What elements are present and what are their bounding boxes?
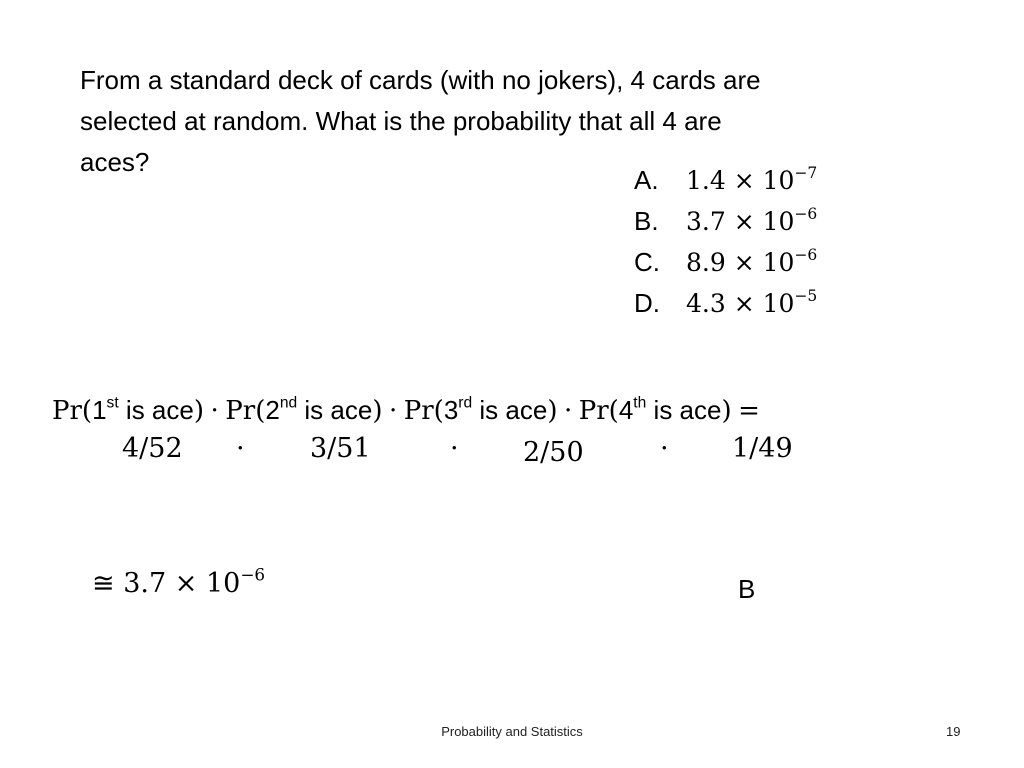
- option-value: $3.7 \times 10^{-6}$: [686, 205, 818, 236]
- factor-1: 4/52: [122, 433, 183, 464]
- factor-dot-1: ·: [236, 433, 245, 464]
- factor-3: 2/50: [523, 437, 584, 468]
- approximate-result: ≅ $3.7 \times 10^{-6}$: [92, 564, 266, 599]
- factor-dot-3: ·: [660, 433, 669, 464]
- option-letter: A.: [634, 165, 659, 195]
- option-value: $1.4 \times 10^{-7}$: [686, 164, 818, 195]
- factor-2: 3/51: [310, 433, 371, 464]
- dot-operator: ·: [210, 396, 219, 426]
- answer-options: [634, 160, 817, 324]
- option-letter: C.: [634, 247, 660, 277]
- option-value: $4.3 \times 10^{-5}$: [686, 287, 818, 318]
- option-value: $8.9 \times 10^{-6}$: [686, 246, 818, 277]
- page-number: 19: [946, 724, 961, 739]
- factor-4: 1/49: [732, 433, 793, 464]
- option-a: [634, 160, 817, 201]
- factor-dot-2: ·: [450, 433, 459, 464]
- equals-sign: =: [738, 396, 760, 426]
- option-c: [634, 242, 817, 283]
- dot-operator: ·: [563, 396, 573, 426]
- option-letter: D.: [634, 288, 660, 318]
- option-b: [634, 201, 817, 242]
- footer-title: Probability and Statistics: [441, 724, 583, 739]
- dot-operator: ·: [388, 396, 398, 426]
- probability-product: Pr(1st is ace) · Pr(2nd is ace) · Pr(3rd is ace) · Pr(4th is ace) =: [52, 394, 760, 426]
- question-line-1: From a standard deck of cards (with no jokers), 4 cards are: [80, 65, 761, 95]
- question-line-2: selected at random. What is the probability that all 4 are: [80, 106, 722, 136]
- option-d: [634, 283, 817, 324]
- question-line-3: aces?: [80, 147, 150, 177]
- answer-letter: B: [738, 574, 756, 604]
- option-letter: B.: [634, 206, 659, 236]
